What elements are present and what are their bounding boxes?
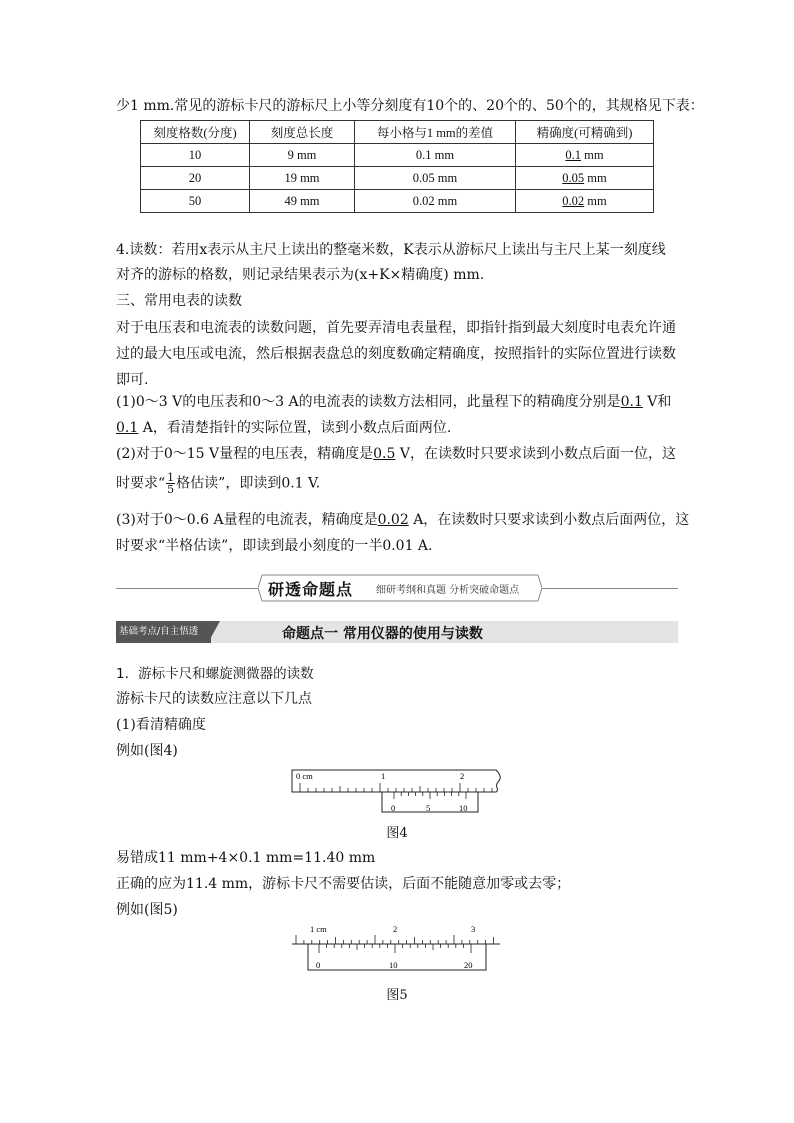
after-fig4-line1: 易错成11 mm+4×0.1 mm=11.40 mm bbox=[116, 850, 376, 866]
precision-value: 0.05 bbox=[562, 170, 585, 185]
fraction bbox=[166, 472, 175, 495]
vernier-scale-label: 0 bbox=[391, 803, 396, 813]
vernier-spec-table bbox=[140, 120, 654, 213]
table-cell: 49 mm bbox=[250, 190, 355, 213]
vernier-scale-label: 20 bbox=[464, 960, 473, 970]
text: V，在读数时只要求读到小数点后面一位，这 bbox=[395, 446, 676, 462]
text: 时要求“ bbox=[116, 475, 166, 492]
topic-title: 命题点一 常用仪器的使用与读数 bbox=[282, 626, 483, 642]
text: V和 bbox=[642, 394, 672, 410]
vernier-scale-label: 10 bbox=[389, 960, 398, 970]
vernier-scale-ticks bbox=[394, 792, 466, 799]
sub1-line2: (1)看清精确度 bbox=[116, 717, 206, 733]
unit: mm bbox=[581, 147, 604, 162]
banner-subtitle: 细研考纲和真题 分析突破命题点 bbox=[376, 585, 520, 596]
after-fig4-line3: 例如(图5) bbox=[116, 902, 178, 918]
main-scale-label: 2 bbox=[393, 924, 398, 934]
table-cell: 0.1 mm bbox=[355, 144, 516, 167]
item1-line2 bbox=[116, 418, 678, 438]
para4-line2: 对齐的游标的格数，则记录结果表示为(x+K×精确度) mm. bbox=[116, 267, 485, 283]
table-cell: 0.05 mm bbox=[355, 167, 516, 190]
para4-line1: 4.读数：若用x表示从主尺上读出的整毫米数，K表示从游标尺上读出与主尺上某一刻度线 bbox=[116, 242, 666, 258]
table-cell: 9 mm bbox=[250, 144, 355, 167]
table-cell bbox=[516, 144, 654, 167]
table-row bbox=[141, 190, 654, 213]
text: (3)对于0～0.6 A量程的电流表，精确度是 bbox=[116, 512, 378, 528]
table-cell: 0.02 mm bbox=[355, 190, 516, 213]
topic-tag: 基础考点/自主悟透 bbox=[116, 621, 211, 643]
subsection-heading: 1．游标卡尺和螺旋测微器的读数 bbox=[116, 666, 314, 682]
main-scale-label: 2 bbox=[460, 771, 465, 781]
banner-rule-left bbox=[116, 588, 258, 589]
table-row bbox=[141, 144, 654, 167]
vernier-scale-label: 5 bbox=[426, 803, 431, 813]
item3-line1 bbox=[116, 510, 690, 530]
section-heading: 三、常用电表的读数 bbox=[116, 293, 242, 309]
section-banner bbox=[258, 574, 542, 602]
section3-line2: 过的最大电压或电流，然后根据表盘总的刻度数确定精确度，按照指针的实际位置进行读数 bbox=[116, 346, 676, 362]
banner-rule-right bbox=[542, 588, 678, 589]
table-header-cell: 刻度格数(分度) bbox=[141, 121, 250, 144]
item3-line2: 时要求“半格估读”，即读到最小刻度的一半0.01 A. bbox=[116, 538, 433, 554]
topic-bar bbox=[116, 621, 678, 643]
sub1-line3: 例如(图4) bbox=[116, 743, 178, 759]
fraction-numerator: 1 bbox=[167, 471, 175, 484]
precision-value: 0.02 bbox=[562, 193, 585, 208]
after-fig4-line2: 正确的应为11.4 mm，游标卡尺不需要估读，后面不能随意加零或去零； bbox=[116, 876, 571, 892]
vernier-scale-label: 0 bbox=[316, 960, 321, 970]
table-header-cell: 精确度(可精确到) bbox=[516, 121, 654, 144]
table-header-cell: 刻度总长度 bbox=[250, 121, 355, 144]
figure-5-vernier-caliper bbox=[290, 922, 504, 974]
precision-value: 0.1 bbox=[565, 147, 582, 162]
table-row bbox=[141, 167, 654, 190]
figure-4-caption: 图4 bbox=[386, 826, 408, 841]
vernier-scale-label: 10 bbox=[459, 803, 468, 813]
table-cell: 10 bbox=[141, 144, 250, 167]
text: 格估读”，即读到0.1 V. bbox=[176, 475, 321, 492]
main-scale-ticks bbox=[296, 935, 494, 944]
answer-value: 0.02 bbox=[377, 512, 409, 528]
item1-line1 bbox=[116, 392, 678, 412]
figure-4-vernier-caliper bbox=[290, 768, 510, 816]
figure-5-caption: 图5 bbox=[386, 988, 408, 1003]
text: A，看清楚指针的实际位置，读到小数点后面两位. bbox=[138, 420, 452, 436]
unit: mm bbox=[584, 170, 607, 185]
tag-corner bbox=[208, 621, 220, 643]
table-cell bbox=[516, 190, 654, 213]
main-scale-label: 3 bbox=[471, 924, 476, 934]
table-header-cell: 每小格与1 mm的差值 bbox=[355, 121, 516, 144]
table-cell: 20 bbox=[141, 167, 250, 190]
main-scale-label: 1 cm bbox=[310, 924, 327, 934]
table-header-row bbox=[141, 121, 654, 144]
item2-line1 bbox=[116, 444, 678, 464]
section3-line3: 即可. bbox=[116, 372, 149, 388]
text: (2)对于0～15 V量程的电压表，精确度是 bbox=[116, 446, 374, 462]
unit: mm bbox=[584, 193, 607, 208]
sub1-line1: 游标卡尺的读数应注意以下几点 bbox=[116, 691, 312, 707]
main-scale-label: 0 cm bbox=[296, 771, 313, 781]
answer-value: 0.5 bbox=[373, 446, 396, 462]
banner-title: 研透命题点 bbox=[268, 580, 354, 599]
vernier-scale-ticks bbox=[319, 944, 471, 953]
answer-value: 0.1 bbox=[116, 420, 139, 436]
intro-paragraph: 少1 mm.常见的游标卡尺的游标尺上小等分刻度有10个的、20个的、50个的，其规格见下表： bbox=[116, 98, 704, 114]
text: A，在读数时只要求读到小数点后面两位，这 bbox=[408, 512, 690, 528]
table-cell: 50 bbox=[141, 190, 250, 213]
table-cell bbox=[516, 167, 654, 190]
main-scale-ticks bbox=[300, 783, 492, 792]
section3-line1: 对于电压表和电流表的读数问题，首先要弄清电表量程，即指针指到最大刻度时电表允许通 bbox=[116, 320, 676, 336]
table-cell: 19 mm bbox=[250, 167, 355, 190]
answer-value: 0.1 bbox=[620, 394, 643, 410]
fraction-denominator: 5 bbox=[167, 483, 175, 496]
text: (1)0～3 V的电压表和0～3 A的电流表的读数方法相同，此量程下的精确度分别是 bbox=[116, 394, 621, 410]
item2-line2 bbox=[116, 472, 678, 495]
main-scale-label: 1 bbox=[381, 771, 386, 781]
